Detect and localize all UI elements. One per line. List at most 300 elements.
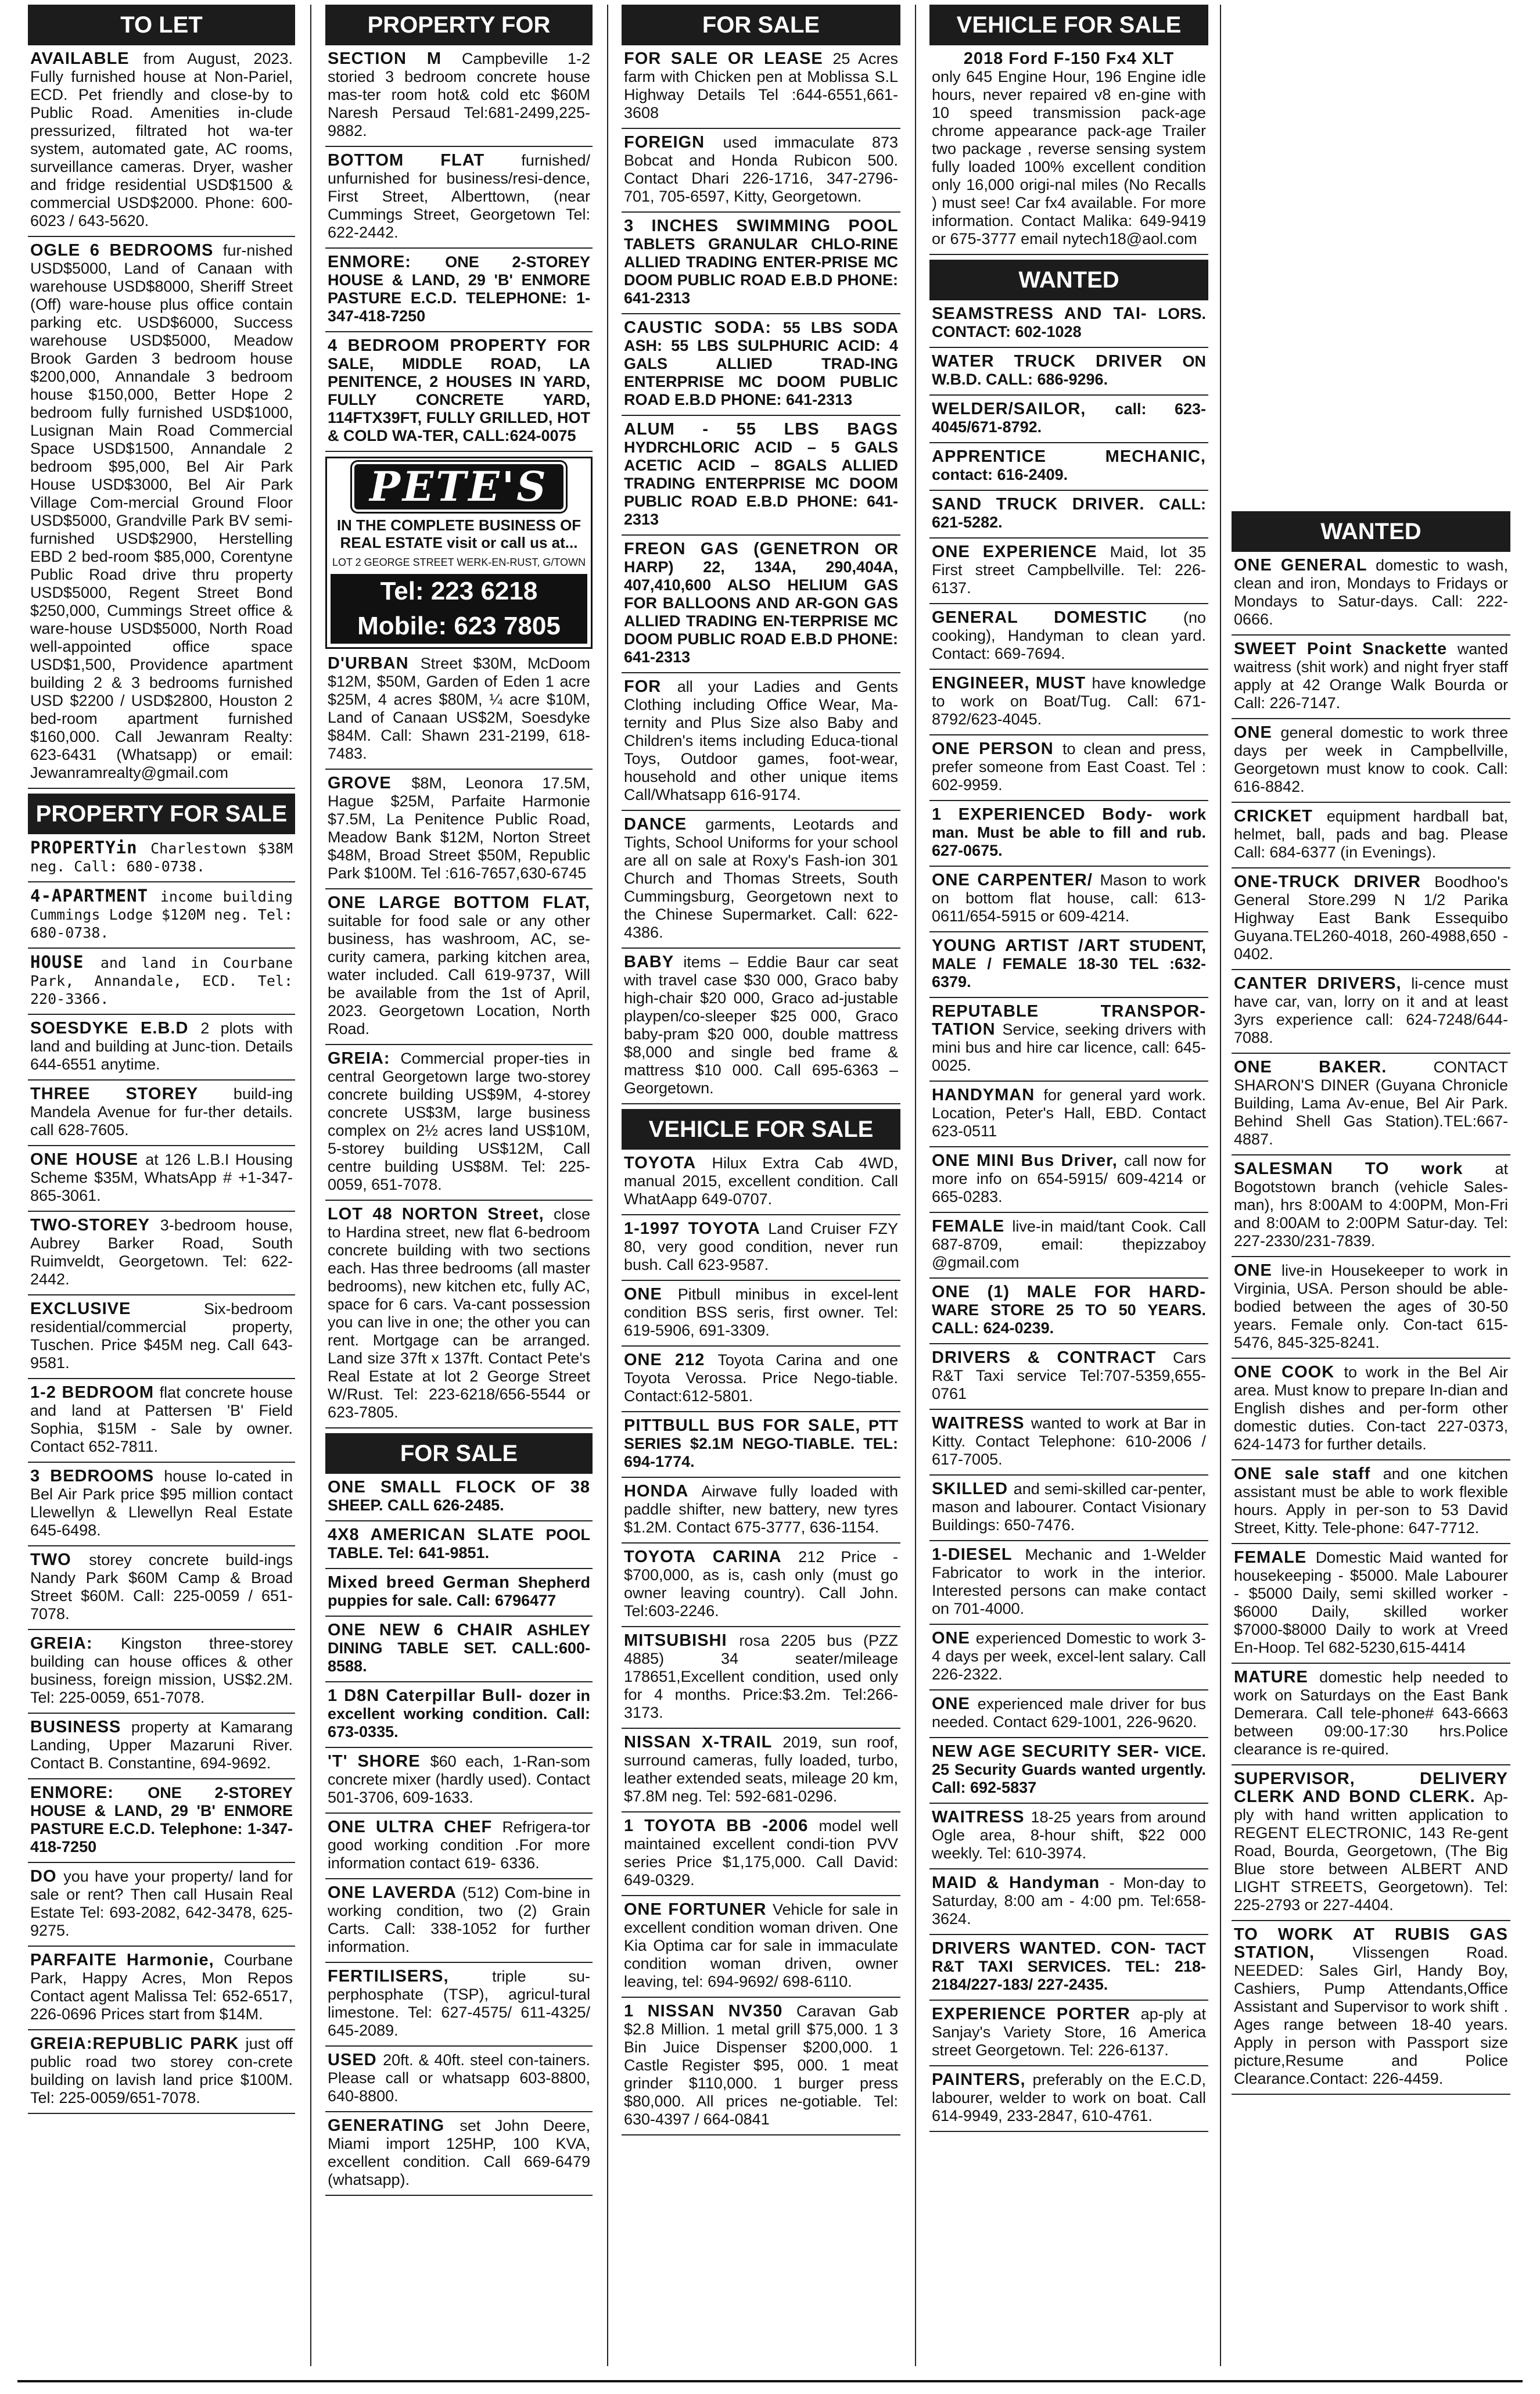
ad-body: storey concrete build-ings Nandy Park $60M Camp & Broad Street $60M. Call: 225-0059 / 651-7078.: [30, 1551, 293, 1623]
classified-ad: [28, 1635, 295, 1714]
ad-body: Service, seeking drivers with mini bus and hire car licence, call: 645-0025.: [932, 1021, 1206, 1074]
ad-lead: MITSUBISHI: [624, 1631, 727, 1650]
ad-body: 18-25 years from around Ogle area, 8-hour shift, $22 000 weekly. Tel: 610-3974.: [932, 1808, 1206, 1862]
ad-body: to work in the Bel Air area. Must know to prepare In-dian and English dishes and per-form other domestic duties. Con-tact 227-0373, 624-1473 for further details.: [1234, 1363, 1509, 1453]
ad-lead: GREIA:: [328, 1049, 390, 1068]
ad-body: furnished/ unfurnished for business/resi-dence, First Street, Alberttown, (near Cummings Street, Georgetown Tel: 622-2442.: [328, 152, 590, 241]
ad-lead: 4 BEDROOM PROPERTY: [328, 336, 547, 355]
ad-lead: DO: [30, 1867, 57, 1886]
classified-ad: [325, 253, 593, 332]
ad-lead: PAINTERS,: [932, 2070, 1026, 2089]
ad-body: and semi-skilled car-penter, mason and labourer. Contact Visionary Buildings: 650-7476.: [932, 1480, 1206, 1534]
ad-lead: ONE LAVERDA: [328, 1883, 456, 1902]
ad-body: (512) Com-bine in working condition, two (2) Grain Carts. Call: 338-1052 for further information.: [328, 1884, 590, 1955]
ad-lead: FREON GAS (GENETRON: [624, 540, 860, 558]
ad-body: wanted waitress (shit work) and night fryer staff apply at 42 Orange Walk Bourda or Call: 226-7147.: [1234, 640, 1508, 712]
classified-ad: [28, 1151, 295, 1212]
ad-body: just off public road two storey con-crete building on lavish land price $100M. Tel: 225-0059/651-7078.: [30, 2035, 293, 2106]
column-1: [28, 5, 295, 2366]
classified-ad: [325, 2117, 593, 2196]
ad-lead: ONE BAKER.: [1234, 1058, 1387, 1076]
ad-body: ON W.B.D. CALL: 686-9296.: [932, 353, 1207, 388]
ad-lead: ENMORE:: [328, 253, 411, 271]
classified-ad: [622, 678, 900, 811]
classified-ad: [929, 1480, 1208, 1541]
ad-lead: 1 TOYOTA BB -2006: [624, 1817, 809, 1835]
classified-ad: [622, 1154, 900, 1215]
ad-lead: FERTILISERS,: [328, 1967, 449, 1986]
ad-lead: ONE FORTUNER: [624, 1900, 767, 1919]
classified-ad: [28, 1551, 295, 1630]
classified-ad: [929, 1003, 1208, 1082]
ad-body: rosa 2205 bus (PZZ 4885) 34 seater/mileage 178651,Excellent condition, used only for 4 months. Price:$3.2m. Tel:266-3173.: [624, 1632, 898, 1721]
classified-ad: [1232, 1549, 1510, 1664]
ad-lead: HANDYMAN: [932, 1086, 1035, 1104]
classified-ad: [1232, 1058, 1510, 1155]
classified-ad: [622, 1733, 900, 1812]
ad-body: SHEEP. CALL 626-2485.: [328, 1496, 504, 1514]
classified-ad: [1232, 1926, 1510, 2095]
ad-lead: 1 D8N Caterpillar Bull-: [328, 1686, 523, 1705]
ad-lead: PROPERTYin: [30, 838, 138, 857]
ad-body: equipment hardball bat, helmet, ball, pads and bag. Please Call: 684-6377 (in Evenings).: [1234, 807, 1508, 861]
ad-body: POOL TABLE. Tel: 641-9851.: [328, 1526, 590, 1562]
ad-lead: CAUSTIC SODA:: [624, 318, 772, 337]
classified-ad: [622, 816, 900, 949]
ad-body: items – Eddie Baur car seat with travel case $30 000, Graco baby high-chair $20 000, Graco ad-justable playpen/co-sleeper $25 000, Graco baby-pram $20 000, double mattress $8,000 and single bed frame & mattress $10 000. Call 695-6363 – Georgetown.: [624, 953, 898, 1097]
classified-ad: [622, 1632, 900, 1729]
ad-body: flat concrete house and land at Pattersen 'B' Field Sophia, $15M - Sale by owner. Contact 652-7811.: [30, 1384, 293, 1455]
ad-lead: HOUSE: [30, 952, 84, 972]
ad-body: live-in maid/tant Cook. Call 687-8709, email: thepizzaboy @gmail.com: [932, 1218, 1206, 1271]
ad-body: call: 623-4045/671-8792.: [932, 400, 1206, 436]
ad-body: ONE 2-STOREY HOUSE & LAND, 29 'B' ENMORE PASTURE E.C.D. TELEPHONE: 1-347-418-7250: [328, 253, 590, 325]
classified-ad: [28, 953, 295, 1015]
classified-ad: [929, 1695, 1208, 1738]
classified-ad: [325, 2051, 593, 2112]
ad-body: for general yard work. Location, Peter's Hall, EBD. Contact 623-0511: [932, 1086, 1206, 1140]
ad-body: ASHLEY DINING TABLE SET. CALL:600-8588.: [328, 1621, 590, 1675]
classified-ad: [622, 1417, 900, 1478]
ad-lead: MAID & Handyman: [932, 1873, 1100, 1892]
ad-lead: SALESMAN TO work: [1234, 1160, 1463, 1178]
classified-ad: [325, 1621, 593, 1682]
ad-body: $8M, Leonora 17.5M, Hague $25M, Parfaite Harmonie $7.5M, La Penitence Public Road, Meadow Bank $12M, Norton Street $48M, Broad Street $50M, Republic Park $100M. Tel :616-7657,630-6745: [328, 774, 590, 882]
column-3: [622, 5, 900, 2366]
classified-ad: [28, 50, 295, 237]
ad-body: PTT SERIES $2.1M NEGO-TIABLE. TEL: 694-1774.: [624, 1417, 898, 1470]
ad-lead: TOYOTA CARINA: [624, 1548, 781, 1566]
ad-lead: 1-1997 TOYOTA: [624, 1219, 760, 1238]
ad-lead: ONE 212: [624, 1351, 705, 1369]
classified-ad: [1232, 975, 1510, 1054]
ad-body: TABLETS GRANULAR CHLO-RINE ALLIED TRADING ENTER-PRISE MC DOOM PUBLIC ROAD E.B.D PHONE: 641-2313: [624, 235, 898, 307]
ad-lead: ONE: [932, 1629, 970, 1648]
classified-ad: [929, 496, 1208, 539]
ad-lead: 3 INCHES SWIMMING POOL: [624, 217, 898, 235]
classified-ad: [622, 540, 900, 673]
classified-ad: [325, 655, 593, 770]
ad-lead: APPRENTICE MECHANIC,: [932, 447, 1206, 466]
ad-lead: TOYOTA: [624, 1154, 696, 1172]
ad-lead: 4X8 AMERICAN SLATE: [328, 1526, 534, 1544]
ad-body: CONTACT SHARON'S DINER (Guyana Chronicle Building, Lama Av-enue, Bel Air Park. Behind Shell Gas Station).TEL:667-4887.: [1234, 1058, 1509, 1148]
ad-body: you have your property/ land for sale or rent? Then call Husain Real Estate Tel: 693-2082, 642-3478, 625-9275.: [30, 1868, 293, 1939]
classified-ad: [929, 937, 1208, 998]
ad-lead: REPUTABLE TRANSPOR-TATION: [932, 1002, 1206, 1039]
ad-body: dozer in excellent working condition. Call: 673-0335.: [328, 1687, 590, 1740]
classified-ad: [929, 1152, 1208, 1213]
ad-lead: ONE: [624, 1285, 662, 1304]
classified-ad: [622, 1220, 900, 1281]
ad-lead: TO WORK AT RUBIS GAS STATION,: [1234, 1925, 1508, 1962]
classified-ad: [1232, 1668, 1510, 1765]
classified-ad: [325, 1818, 593, 1879]
ad-lead: SKILLED: [932, 1480, 1008, 1498]
ad-body: close to Hardina street, new flat 6-bedroom concrete building with two sections each. Has three bedrooms (all master bedrooms), new kitchen etc, fully AC, space for 6 cars. Va-cant possession you can live in one; the other you can rent. Mortgage can be arranged. Land size 37ft x 137ft. Contact Pete's Real Estate at lot 2 George Street W/Rust. Tel: 223-6218/656-5544 or 623-7805.: [328, 1205, 590, 1421]
ad-lead: ONE EXPERIENCE: [932, 543, 1097, 561]
column-divider: [607, 5, 608, 2366]
classified-ad: [929, 806, 1208, 867]
ad-body: live-in Housekeeper to work in Virginia, USA. Person should be able-bodied between the ages of 30-50 years. Female only. Con-tact 615-5476, 845-325-8241.: [1234, 1262, 1509, 1351]
ad-lead: FOR: [624, 677, 662, 696]
classified-ad: [325, 337, 593, 452]
classified-ad: [929, 50, 1208, 255]
ad-body: Kingston three-storey building can house offices & other business, foreign mission, US$2.2M. Tel: 225-0059, 651-7078.: [30, 1635, 293, 1706]
ad-lead: NISSAN X-TRAIL: [624, 1733, 772, 1751]
ad-body: contact: 616-2409.: [932, 466, 1068, 483]
ad-lead: ONE HOUSE: [30, 1150, 139, 1169]
ad-lead: YOUNG ARTIST /ART: [932, 936, 1121, 955]
ad-lead: CRICKET: [1234, 807, 1313, 825]
ad-lead: GROVE: [328, 774, 392, 792]
ad-lead: DANCE: [624, 815, 687, 834]
ad-lead: WATER TRUCK DRIVER: [932, 352, 1163, 371]
classified-ad: [28, 1784, 295, 1863]
classified-ad: [1232, 640, 1510, 719]
ad-lead: 2018 Ford F-150 Fx4 XLT: [963, 49, 1175, 68]
classified-ad: [325, 1478, 593, 1521]
ad-lead: GREIA:REPUBLIC PARK: [30, 2034, 239, 2053]
ad-lead: WAITRESS: [932, 1808, 1025, 1826]
ad-body: Six-bedroom residential/commercial property, Tuschen. Price $45M neg. Call 643-9581.: [30, 1300, 293, 1372]
classified-ad: [929, 305, 1208, 348]
classified-ad: [929, 740, 1208, 801]
classified-ad: [929, 1808, 1208, 1869]
section-header: PROPERTY FOR SALE: [28, 794, 295, 834]
ad-lead: THREE STOREY: [30, 1085, 198, 1103]
ad-body: 2019, sun roof, surround cameras, fully loaded, turbo, leather extended seats, mileage 20 km, $7.8M neg. Tel: 592-681-0296.: [624, 1733, 898, 1805]
ad-body: Toyota Carina and one Toyota Verossa. Price Nego-tiable. Contact:612-5801.: [624, 1351, 899, 1405]
ad-body: li-cence must have car, van, lorry on it and at least 3yrs experience call: 624-7248/644-7088.: [1234, 975, 1509, 1046]
classified-ad: [1232, 873, 1510, 970]
classified-ad: [325, 152, 593, 249]
ad-body: triple su-perphosphate (TSP), agricul-tural limestone. Tel: 627-4575/ 611-4325/ 645-2089.: [328, 1968, 591, 2039]
ad-body: experienced Domestic to work 3-4 days per week, excel-lent salary. Call 226-2322.: [932, 1630, 1206, 1683]
classified-ad: [325, 50, 593, 147]
ad-body: Airwave fully loaded with paddle shifter, new battery, new tyres $1.2M. Contact 675-3777, 636-1154.: [624, 1483, 898, 1536]
classified-ad: [325, 1205, 593, 1428]
ad-body: house lo-cated in Bel Air Park price $95 million contact Llewellyn & Llewellyn Real Estate 645-6498.: [30, 1467, 293, 1539]
ad-body: STUDENT, MALE / FEMALE 18-30 TEL :632-6379.: [932, 937, 1206, 990]
ad-body: ap-ply at Sanjay's Variety Store, 16 America street Georgetown. Tel: 226-6137.: [932, 2005, 1206, 2059]
section-header: WANTED: [929, 260, 1208, 300]
ad-body: domestic to wash, clean and iron, Mondays to Fridays or Mondays to Satur-days. Call: 222-0666.: [1234, 557, 1509, 628]
classified-ad: [28, 2035, 295, 2114]
ad-body: general domestic to work three days per week in Campbellville, Georgetown must know to cook. Call: 616-8842.: [1234, 724, 1508, 795]
ad-lead: OGLE 6 BEDROOMS: [30, 241, 214, 260]
ad-lead: 3 BEDROOMS: [30, 1467, 155, 1485]
classified-ad: [28, 1085, 295, 1146]
ad-body: Courbane Park, Happy Acres, Mon Repos Contact agent Malissa Tel: 652-6517, 226-0696 Prices start from $14M.: [30, 1951, 293, 2023]
classified-ad: [929, 1743, 1208, 1804]
ad-body: Refrigera-tor good working condition .For more information contact 619- 6336.: [328, 1818, 590, 1872]
classified-ad: [929, 1415, 1208, 1476]
ad-lead: FOR SALE OR LEASE: [624, 49, 823, 68]
classified-ad: [929, 609, 1208, 670]
ad-lead: BABY: [624, 953, 674, 971]
ad-body: CALL: 621-5282.: [932, 496, 1206, 531]
ad-body: Mason to work on bottom flat house, call: 613-0611/654-5915 or 609-4214.: [932, 871, 1206, 925]
ad-lead: ONE sale staff: [1234, 1465, 1371, 1483]
ad-body: 2 plots with land and building at Junc-tion. Details 644-6551 anytime.: [30, 1020, 293, 1073]
ad-body: all your Ladies and Gents Clothing including Office Wear, Ma-ternity and Plus Size also Baby and Children's items including Educa-tional Toys, Outdoor games, foot-wear, household and other unique items Call/Whatsapp 616-9174.: [624, 678, 898, 803]
classified-ad: [325, 1968, 593, 2047]
ad-lead: BOTTOM FLAT: [328, 151, 485, 170]
ad-lead: ONE: [1234, 1261, 1272, 1280]
ad-lead: FOREIGN: [624, 133, 705, 152]
ad-body: Commercial proper-ties in central Georgetown large two-storey concrete building US$9M, 4-storey concrete US$3M, large business complex on 2½ acres land US$10M, 5-storey building US$12M, Call centre building US$8M. Tel: 225-0059, 651-7078.: [328, 1050, 590, 1193]
ad-body: Domestic Maid wanted for housekeeping - $5000. Male Labourer - $5000 Daily, semi skilled worker - $6000 Daily, skilled worker $7000-$8000 Daily to work at Vreed En-Hoop. Tel 682-5230,615-4414: [1234, 1549, 1509, 1656]
section-header: FOR SALE: [622, 5, 900, 45]
ad-lead: 1 EXPERIENCED Body-: [932, 805, 1153, 824]
ad-lead: ONE LARGE BOTTOM FLAT,: [328, 893, 590, 912]
ad-lead: PITTBULL BUS FOR SALE,: [624, 1416, 861, 1435]
ad-lead: ENMORE:: [30, 1783, 114, 1802]
classified-ad: [622, 1548, 900, 1627]
ad-lead: LOT 48 NORTON Street,: [328, 1205, 544, 1223]
ad-body: - Mon-day to Saturday, 8:00 am - 4:00 pm. Tel:658-3624.: [932, 1874, 1206, 1928]
ad-lead: SWEET Point Snackette: [1234, 640, 1448, 658]
classified-ad: [325, 774, 593, 889]
ad-body: set John Deere, Miami import 125HP, 100 KVA, excellent condition. Call 669-6479 (whatsapp).: [328, 2117, 591, 2188]
petes-real-estate-ad: [325, 457, 593, 649]
classified-ad: [929, 2005, 1208, 2066]
ad-lead: Mixed breed German: [328, 1573, 510, 1592]
ad-body: (no cooking), Handyman to clean yard. Contact: 669-7694.: [932, 609, 1206, 662]
ad-body: model well maintained excellent condi-tion PVV series Price $1,175,000. Call David: 649-0329.: [624, 1817, 898, 1889]
ad-lead: ONE (1) MALE FOR HARD-: [932, 1283, 1206, 1301]
ad-lead: D'URBAN: [328, 654, 409, 673]
ad-lead: ONE MINI Bus Driver,: [932, 1151, 1118, 1170]
classified-ad: [622, 2002, 900, 2135]
ad-lead: SAND TRUCK DRIVER.: [932, 495, 1145, 514]
ad-body: Hilux Extra Cab 4WD, manual 2015, excellent condition. Call WhatAapp 649-0707.: [624, 1154, 898, 1208]
ad-lead: ONE SMALL FLOCK OF 38: [328, 1478, 590, 1496]
classified-ad: [622, 134, 900, 213]
ad-lead: ONE CARPENTER/: [932, 871, 1093, 889]
ad-body: to clean and press, prefer someone from East Coast. Tel : 602-9959.: [932, 740, 1206, 794]
column-5: [1232, 511, 1510, 2364]
ad-body: Vehicle for sale in excellent condition woman driven. One Kia Optima car for sale in immaculate condition woman driven, owner leaving, tel: 694-9692/ 698-6110.: [624, 1901, 899, 1990]
section-header: WANTED: [1232, 511, 1510, 552]
ad-body: 212 Price - $700,000, as is, cash only (must go owner leaving country). Call John. Tel:603-2246.: [624, 1548, 898, 1620]
ad-body: preferably on the E.C.D, labourer, welder to work on boat. Call 614-9949, 233-2847, 610-4761.: [932, 2071, 1206, 2124]
classified-ad: [622, 1483, 900, 1544]
ad-lead: GREIA:: [30, 1634, 93, 1653]
ad-lead: GENERAL DOMESTIC: [932, 608, 1148, 627]
ad-body: FOR SALE, MIDDLE ROAD, LA PENITENCE, 2 HOUSES IN YARD, FULLY CONCRETE YARD, 114FTX39FT, FULLY GRILLED, HOT & COLD WA-TER, CALL:624-0075: [328, 337, 590, 444]
ad-body: Mechanic and 1-Welder Fabricator to work in the interior. Interested persons can make contact on 701-4000.: [932, 1546, 1206, 1617]
ad-lead: SECTION M: [328, 49, 442, 68]
ad-body: Pitbull minibus in excel-lent condition BSS seris, first owner. Tel: 619-5906, 691-3309.: [624, 1286, 898, 1339]
classified-ad: [325, 1526, 593, 1569]
page-bottom-rule: [17, 2380, 1523, 2382]
classified-ad: [929, 2071, 1208, 2132]
ad-body: property at Kamarang Landing, Upper Mazaruni River. Contact B. Constantine, 694-9692.: [30, 1718, 293, 1772]
classified-ad: [1232, 1262, 1510, 1359]
ad-body: Vlissengen Road. NEEDED: Sales Girl, Handy Boy, Cashiers, Pump Attendants,Office Assistant and Supervisor to work shift . Ages range between 18-40 years. Apply in person with Passport size picture,Resume and Police Clearance.Contact: 226-4459.: [1234, 1944, 1509, 2087]
classified-ad: [929, 353, 1208, 396]
ad-lead: FEMALE: [1234, 1548, 1307, 1567]
ad-lead: ONE COOK: [1234, 1363, 1335, 1381]
classified-ad: [28, 1020, 295, 1081]
ad-body: garments, Leotards and Tights, School Uniforms for your school are all on sale at Roxy's Fash-ion 301 Church and Thomas Streets, South Cummingsburg, Georgetown next to the Chinese Supermarket. Call: 622-4386.: [624, 816, 898, 941]
classified-ad: [28, 1300, 295, 1379]
ad-lead: AVAILABLE: [30, 49, 130, 68]
ad-body: OR HARP) 22, 134A, 290,404A, 407,410,600 ALSO HELIUM GAS FOR BALLOONS AND AR-GON GAS ALLIED TRADING EN-TERPRISE MC DOOM PUBLIC ROAD E.B.D PHONE: 641-2313: [624, 540, 898, 666]
ad-body: have knowledge to work on Boat/Tug. Call: 671-8792/623-4045.: [932, 674, 1206, 728]
classified-ad: [929, 1940, 1208, 2001]
classified-ad: [325, 1753, 593, 1814]
ad-lead: ONE: [932, 1695, 970, 1713]
section-header: TO LET: [28, 5, 295, 45]
ad-lead: USED: [328, 2051, 377, 2069]
ad-body: and one kitchen assistant must be able to work flexible hours. Apply in per-son to 53 David Street, Kitty. Tele-phone: 647-7712.: [1234, 1465, 1508, 1537]
classified-ad: [1232, 1363, 1510, 1460]
ad-lead: SEAMSTRESS AND TAI-: [932, 304, 1147, 323]
classified-ad: [622, 1351, 900, 1412]
ad-lead: ONE GENERAL: [1234, 556, 1367, 575]
ad-body: experienced male driver for bus needed. Contact 629-1001, 226-9620.: [932, 1695, 1206, 1731]
ad-lead: WELDER/SAILOR,: [932, 400, 1086, 418]
ad-lead: 4-APARTMENT: [30, 886, 149, 906]
ad-body: Street $30M, McDoom $12M, $50M, Garden of Eden 1 acre $25M, 4 acres $80M, ¼ acre $10M, Land of Canaan US$2M, Soesdyke $84M. Call: Shawn 231-2199, 618-7483.: [328, 655, 590, 762]
column-divider: [915, 5, 916, 2366]
classified-ad: [1232, 724, 1510, 803]
ad-body: Land Cruiser FZY 80, very good condition, never run bush. Call 623-9587.: [624, 1220, 899, 1273]
ad-lead: SOESDYKE E.B.D: [30, 1019, 189, 1038]
ad-body: LORS. CONTACT: 602-1028: [932, 305, 1206, 340]
ad-body: Cars R&T Taxi service Tel:707-5359,655-0761: [932, 1349, 1206, 1402]
ad-lead: FEMALE: [932, 1217, 1005, 1236]
ad-body: build-ing Mandela Avenue for fur-ther details. call 628-7605.: [30, 1085, 293, 1139]
ad-lead: EXPERIENCE PORTER: [932, 2005, 1130, 2023]
ad-body: work man. Must be able to fill and rub. 627-0675.: [932, 806, 1206, 859]
classified-ad: [622, 1817, 900, 1896]
ad-lead: SUPERVISOR, DELIVERY CLERK AND BOND CLERK.: [1234, 1770, 1508, 1806]
classified-ad: [929, 1086, 1208, 1147]
classified-ad: [28, 242, 295, 789]
classified-ad: [325, 1050, 593, 1201]
ad-body: Shepherd puppies for sale. Call: 6796477: [328, 1574, 591, 1609]
ad-body: 3-bedroom house, Aubrey Barker Road, South Ruimveldt, Georgetown. Tel: 622-2442.: [30, 1216, 293, 1288]
classified-ad: [929, 674, 1208, 735]
classified-ad: [929, 543, 1208, 604]
ad-lead: ONE PERSON: [932, 740, 1054, 758]
classified-ad: [929, 1874, 1208, 1935]
ad-lead: TWO: [30, 1550, 71, 1569]
ad-body: ONE 2-STOREY HOUSE & LAND, 29 'B' ENMORE PASTURE E.C.D. Telephone: 1-347-418-7250: [30, 1784, 293, 1855]
classified-ad: [325, 1884, 593, 1963]
ad-body: from August, 2023. Fully furnished house at Non-Pariel, ECD. Pet friendly and close-by to Public Road. Amenities in-clude pressurized, filtrated hot wa-ter system, automated gate, AC rooms, surveillance cameras. Dryer, washer and fridge residential USD$1500 & commercial USD$2000. Phone: 600-6023 / 643-5620.: [30, 50, 293, 229]
classified-ad: [1232, 1160, 1510, 1257]
classified-ad: [622, 319, 900, 416]
classified-ad: [622, 1901, 900, 1998]
logo-mobile: Mobile: 623 7805: [331, 609, 587, 644]
column-4: [929, 5, 1208, 2366]
ad-lead: ONE: [1234, 723, 1272, 742]
classified-ad: [929, 448, 1208, 491]
classified-ad: [28, 887, 295, 949]
ad-body: Boodhoo's General Store.299 N 1/2 Parika Highway East Bank Essequibo Guyana.TEL260-4018, 260-4988,650 - 0402.: [1234, 873, 1508, 963]
ad-body: only 645 Engine Hour, 196 Engine idle hours, never repaired v8 en-gine with 10 speed transmission pack-age chrome appearance pack-age Trailer two package , reverse sensing system fully loaded 100% excellent condition only 16,000 origi-nal miles (No Recalls ) must see! Car fx4 available. For more information. Contact Malika: 649-9419 or 675-3777 email nytech18@aol.com: [932, 68, 1206, 247]
classified-ad: [929, 1349, 1208, 1410]
classified-ad: [622, 953, 900, 1104]
ad-body: suitable for food sale or any other business, has washroom, AC, se-curity camera, parking kitchen area, water included. Call 619-9737, Will be available from the 1st of April, 2023. Georgetown Location, North Road.: [328, 912, 590, 1038]
ad-body: VICE. 25 Security Guards wanted urgently. Call: 692-5837: [932, 1743, 1206, 1796]
section-header: FOR SALE: [325, 1433, 593, 1474]
classified-ad: [929, 1630, 1208, 1690]
ad-body: 20ft. & 40ft. steel con-tainers. Please call or whatsapp 603-8800, 640-8800.: [328, 2051, 591, 2105]
ad-body: at 126 L.B.I Housing Scheme $35M, WhatsApp # +1-347-865-3061.: [30, 1151, 293, 1204]
classified-ad: [325, 1574, 593, 1617]
classified-ad: [28, 1467, 295, 1546]
ad-lead: DRIVERS WANTED. CON-: [932, 1939, 1157, 1958]
ad-lead: 1-DIESEL: [932, 1545, 1013, 1564]
ad-body: $60 each, 1-Ran-som concrete mixer (hardly used). Contact 501-3706, 609-1633.: [328, 1753, 590, 1806]
ad-body: Maid, lot 35 First street Campbellville. Tel: 226-6137.: [932, 543, 1207, 597]
ad-lead: TWO-STOREY: [30, 1216, 150, 1234]
ad-body: call now for more info on 654-5915/ 609-4214 or 665-0283.: [932, 1152, 1206, 1205]
classified-ad: [929, 1218, 1208, 1279]
ad-lead: NEW AGE SECURITY SER-: [932, 1742, 1160, 1761]
section-header: VEHICLE FOR SALE: [622, 1109, 900, 1150]
classified-ad: [28, 1718, 295, 1779]
section-header: PROPERTY FOR: [325, 5, 593, 45]
classified-ad: [622, 421, 900, 536]
classified-ad: [622, 50, 900, 129]
ad-lead: EXCLUSIVE: [30, 1300, 131, 1318]
logo-tagline: IN THE COMPLETE BUSINESS OF REAL ESTATE visit or call us at...: [336, 516, 581, 551]
ad-body: Ap-ply with hand written application to REGENT ELECTRONIC, 143 Re-gent Road, Bourda, Georgetown, (The Big Blue store between ALBERT AND LIGHT STREETS, Georgetown). Tel: 225-2793 or 227-4404.: [1234, 1788, 1508, 1914]
classified-ad: [929, 400, 1208, 443]
ad-lead: ENGINEER, MUST: [932, 674, 1086, 692]
classified-ad: [1232, 807, 1510, 868]
ad-body: wanted to work at Bar in Kitty. Contact Telephone: 610-2006 / 617-7005.: [932, 1415, 1206, 1468]
classified-ad: [622, 217, 900, 314]
ad-lead: CANTER DRIVERS,: [1234, 974, 1402, 993]
logo-address: LOT 2 GEORGE STREET WERK-EN-RUST, G/TOWN: [332, 557, 586, 568]
ad-body: WARE STORE 25 TO 50 YEARS. CALL: 624-0239.: [932, 1301, 1206, 1337]
classified-ad: [929, 1283, 1208, 1344]
classified-ad: [28, 1384, 295, 1463]
classified-ad: [28, 839, 295, 882]
ad-body: at Bogotstown branch (vehicle Sales-man), hrs 8:00AM to 4:00PM, Mon-Fri and 8:00AM to 2:00PM Satur-day. Tel: 227-2330/231-7839.: [1234, 1160, 1508, 1250]
ad-body: fur-nished USD$5000, Land of Canaan with warehouse USD$8000, Sheriff Street (Off) ware-house plus office contain parking etc. USD$6000, Success warehouse USD$5000, Meadow Brook Garden 3 bedroom house $200,000, Annandale 3 bedroom house $150,000, Better Hope 2 bedroom fully furnished USD$1000, Lusignan Main Road Commercial Space USD$1500, Annandale 2 bedroom $95,000, Bel Air Park House USD$3000, Bel Air Park Village Com-mercial Ground Floor USD$5000, Grandville Park BV semi- furnished USD$2900, Herstelling EBD 2 bed-room $85,000, Corentyne Public Road drive thru property USD$5000, Regent Street Bond $250,000, Cummings Street office & ware-house USD$5000, North Road well-appointed office space USD$1,500, Providence apartment building 2 & 3 bedrooms furnished USD $2200 / USD$2800, Houston 2 bed-room apartment furnished $160,000. Call Jewanram Realty: 623-6431 (Whatsapp) or email: Jewanramrealty@gmail.com: [30, 242, 293, 781]
ad-body: domestic help needed to work on Saturdays on the East Bank Demerara. Call tele-phone# 643-6663 between 09:00-17:30 hrs.Police clearance is re-quired.: [1234, 1668, 1508, 1758]
ad-lead: 'T' SHORE: [328, 1752, 421, 1771]
